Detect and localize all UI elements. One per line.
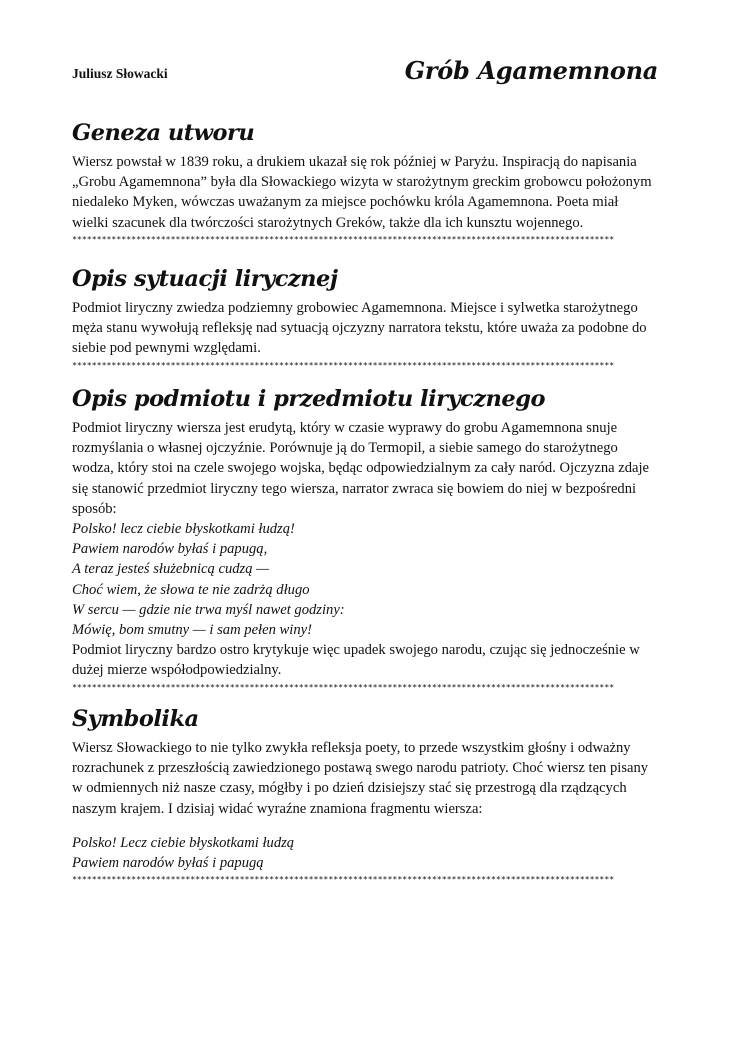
paragraph-line: Podmiot liryczny zwiedza podziemny grobowiec Agamemnona. Miejsce i sylwetka starożytnego: [72, 300, 638, 316]
section-geneza: [72, 118, 680, 245]
document-title: Grób Agamemnona: [404, 56, 658, 85]
paragraph-line: się stanowić przedmiot liryczny tego wiersza, narrator zwraca się bowiem do niej w bezpośredni: [72, 480, 637, 497]
verse-line: A teraz jesteś służebnicą cudzą —: [72, 561, 270, 578]
section-symbolika: [72, 704, 680, 885]
paragraph-line: sposób:: [72, 500, 117, 517]
author-name: Juliusz Słowacki: [72, 66, 168, 81]
paragraph-line: niedaleko Myken, wówczas uważanym za miejsce pochówku króla Agamemnona. Poeta miał: [72, 194, 619, 211]
section-sytuacja: [72, 264, 680, 371]
verse-line: Polsko! Lecz ciebie błyskotkami łudzą: [72, 834, 295, 851]
paragraph-line: naszym krajem. I dzisiaj widać wyraźne znamiona fragmentu wiersza:: [72, 800, 483, 817]
verse-line: Pawiem narodów byłaś i papugą,: [72, 541, 268, 558]
paragraph-line: wodza, który stoi na czele swojego wojska, będąc odpowiedzialnym za cały naród. Ojczyzna zdaje: [72, 460, 650, 477]
verse-line: Polsko! lecz ciebie błyskotkami łudzą!: [72, 521, 295, 538]
separator: **************************************************************************************************************: [72, 233, 615, 244]
paragraph-line: dużej mierze współodpowiedzialny.: [72, 662, 282, 679]
verse-line: Mówię, bom smutny — i sam pełen winy!: [72, 622, 312, 639]
paragraph-line: męża stanu wywołują refleksję nad sytuacją ojczyzny narratora tekstu, które uważa za podobne do: [72, 320, 647, 337]
paragraph-line: „Grobu Agamemnona” była dla Słowackiego wizyta w starożytnym greckim grobowcu położonym: [72, 174, 652, 191]
paragraph-line: Podmiot liryczny bardzo ostro krytykuje więc upadek swojego narodu, czując się jednocześnie w: [72, 642, 640, 659]
separator: **************************************************************************************************************: [72, 359, 615, 370]
paragraph-line: Wiersz Słowackiego to nie tylko zwykła refleksja poety, to przede wszystkim głośny i odważny: [72, 740, 631, 756]
paragraph-line: wielki szacunek dla twórczości starożytnych Greków, także dla ich kunsztu wojennego.: [72, 214, 584, 231]
paragraph-line: siebie pod pewnymi względami.: [72, 340, 261, 357]
paragraph-line: rozmyślania o własnej ojczyźnie. Porównuje ją do Termopil, a siebie samego do starożytnego: [72, 440, 618, 457]
separator: **************************************************************************************************************: [72, 681, 615, 692]
verse-line: Pawiem narodów byłaś i papugą: [72, 855, 264, 872]
paragraph-line: Wiersz powstał w 1839 roku, a drukiem ukazał się rok później w Paryżu. Inspiracją do napisania: [72, 154, 637, 170]
verse-line: Choć wiem, że słowa te nie zadrżą długo: [72, 581, 310, 598]
paragraph-line: rozrachunek z przeszłością zawiedzionego postawą swego narodu patrioty. Choć wiersz ten pisany: [72, 760, 649, 777]
paragraph-line: Podmiot liryczny wiersza jest erudytą, który w czasie wyprawy do grobu Agamemnona snuje: [72, 420, 618, 436]
section-heading: Geneza utworu: [72, 120, 255, 146]
verse-line: W sercu — gdzie nie trwa myśl nawet godziny:: [72, 601, 345, 618]
section-heading: Opis podmiotu i przedmiotu lirycznego: [72, 386, 545, 412]
separator: **************************************************************************************************************: [72, 874, 615, 885]
section-heading: Opis sytuacji lirycznej: [72, 266, 338, 292]
paragraph-line: w odmiennych niż nasze czasy, mógłby i po dzień dzisiejszy stać się przestrogą dla rządzących: [72, 780, 627, 797]
section-podmiot: [72, 384, 680, 693]
section-heading: Symbolika: [72, 706, 199, 732]
